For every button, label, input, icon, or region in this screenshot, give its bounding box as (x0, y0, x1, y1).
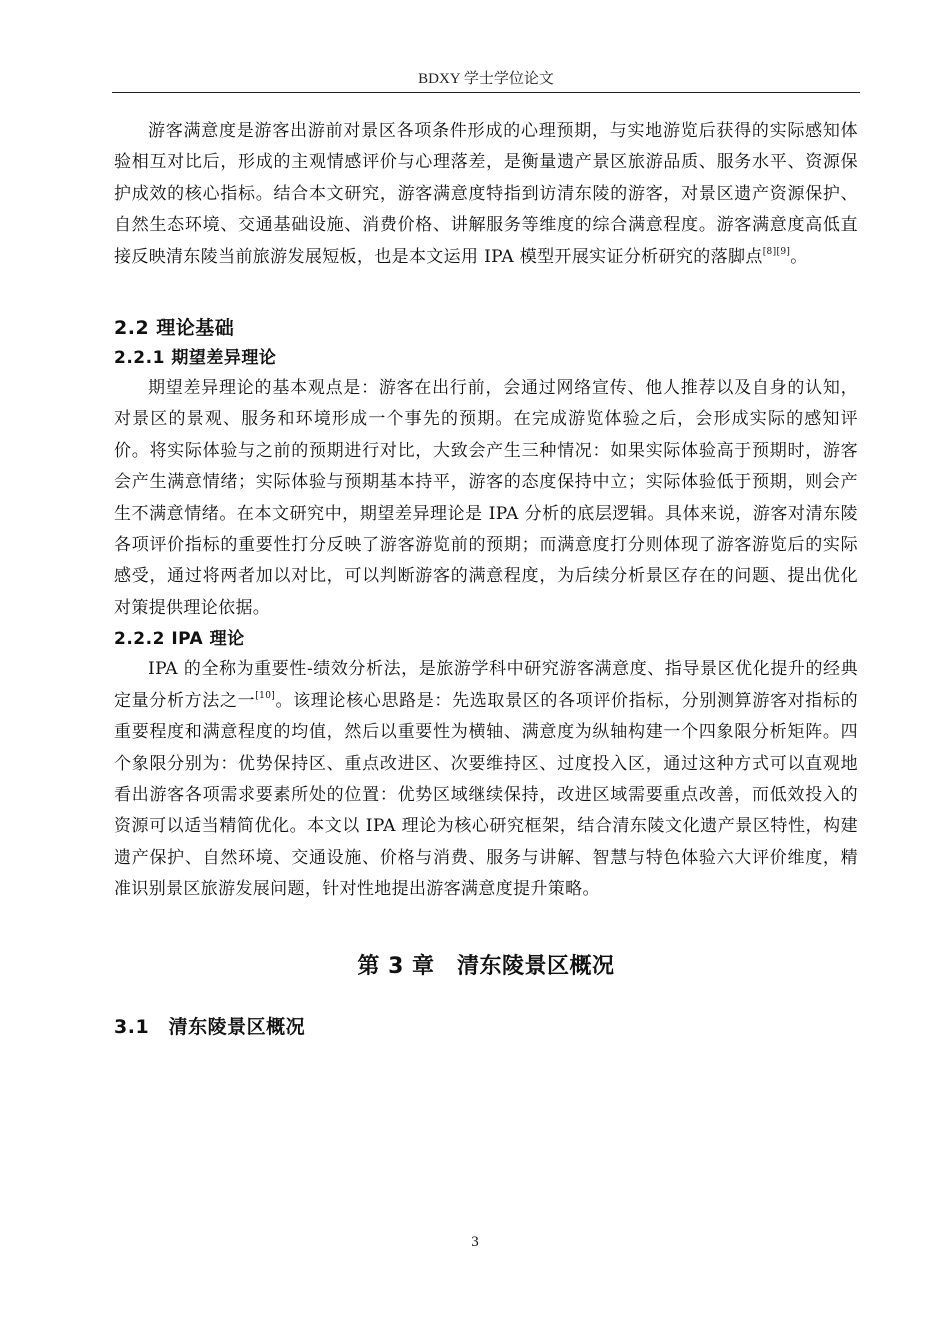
section-heading-2-2: 2.2 理论基础 (114, 317, 235, 340)
header-rule (112, 92, 860, 93)
section-heading-2-2-1: 2.2.1 期望差异理论 (114, 348, 277, 369)
section-heading-2-2-2: 2.2.2 IPA 理论 (114, 629, 245, 650)
intro-paragraph (114, 116, 858, 273)
page-header (112, 68, 860, 92)
intro-paragraph-tail: 。 (790, 246, 808, 267)
chapter-3-heading: 第 3 章 清东陵景区概况 (357, 953, 615, 979)
section-heading-3-1: 3.1 清东陵景区概况 (114, 1015, 306, 1038)
intro-paragraph-text: 游客满意度是游客出游前对景区各项条件形成的心理预期，与实地游览后获得的实际感知体验相互对比后，形成的主观情感评价与心理落差，是衡量遗产景区旅游品质、服务水平、资源保护成效的核心指标。结合本文研究，游客满意度特指到访清东陵的游客，对景区遗产资源保护、自然生态环境、交通基础设施、消费价格、讲解服务等维度的综合满意程度。游客满意度高低直接反映清东陵当前旅游发展短板，也是本文运用 IPA 模型开展实证分析研究的落脚点 (114, 121, 858, 267)
expectation-theory-paragraph: 期望差异理论的基本观点是：游客在出行前，会通过网络宣传、他人推荐以及自身的认知，对景区的景观、服务和环境形成一个事先的预期。在完成游览体验之后，会形成实际的感知评价。将实际体验与之前的预期进行对比，大致会产生三种情况：如果实际体验高于预期时，游客会产生满意情绪；实际体验与预期基本持平，游客的态度保持中立；实际体验低于预期，则会产生不满意情绪。在本文研究中，期望差异理论是 IPA 分析的底层逻辑。具体来说，游客对清东陵各项评价指标的重要性打分反映了游客游览前的预期；而满意度打分则体现了游客游览后的实际感受，通过将两者加以对比，可以判断游客的满意程度，为后续分析景区存在的问题、提出优化对策提供理论依据。 (114, 378, 858, 618)
ipa-paragraph-start: IPA 的全称为重要性-绩效分析法，是旅游学科中研究游客满意度、指导景区优化提升的经典定量分析方法之一 (114, 659, 858, 711)
intro-citation: [8][9] (762, 246, 791, 257)
ipa-paragraph-rest: 。该理论核心思路是：先选取景区的各项评价指标，分别测算游客对指标的重要程度和满意程度的均值，然后以重要性为横轴、满意度为纵轴构建一个四象限分析矩阵。四个象限分别为：优势保持区、重点改进区、次要维持区、过度投入区，通过这种方式可以直观地看出游客各项需求要素所处的位置：优势区域继续保持，改进区域需要重点改善，而低效投入的资源可以适当精简优化。本文以 IPA 理论为核心研究框架，结合清东陵文化遗产景区特性，构建遗产保护、自然环境、交通设施、价格与消费、服务与讲解、智慧与特色体验六大评价维度，精准识别景区旅游发展问题，针对性地提出游客满意度提升策略。 (114, 690, 858, 900)
page-content (114, 116, 858, 1042)
page-number: 3 (471, 1234, 479, 1250)
header-title: BDXY 学士学位论文 (418, 71, 554, 87)
ipa-theory-paragraph (114, 654, 858, 905)
ipa-citation: [10] (255, 690, 276, 701)
